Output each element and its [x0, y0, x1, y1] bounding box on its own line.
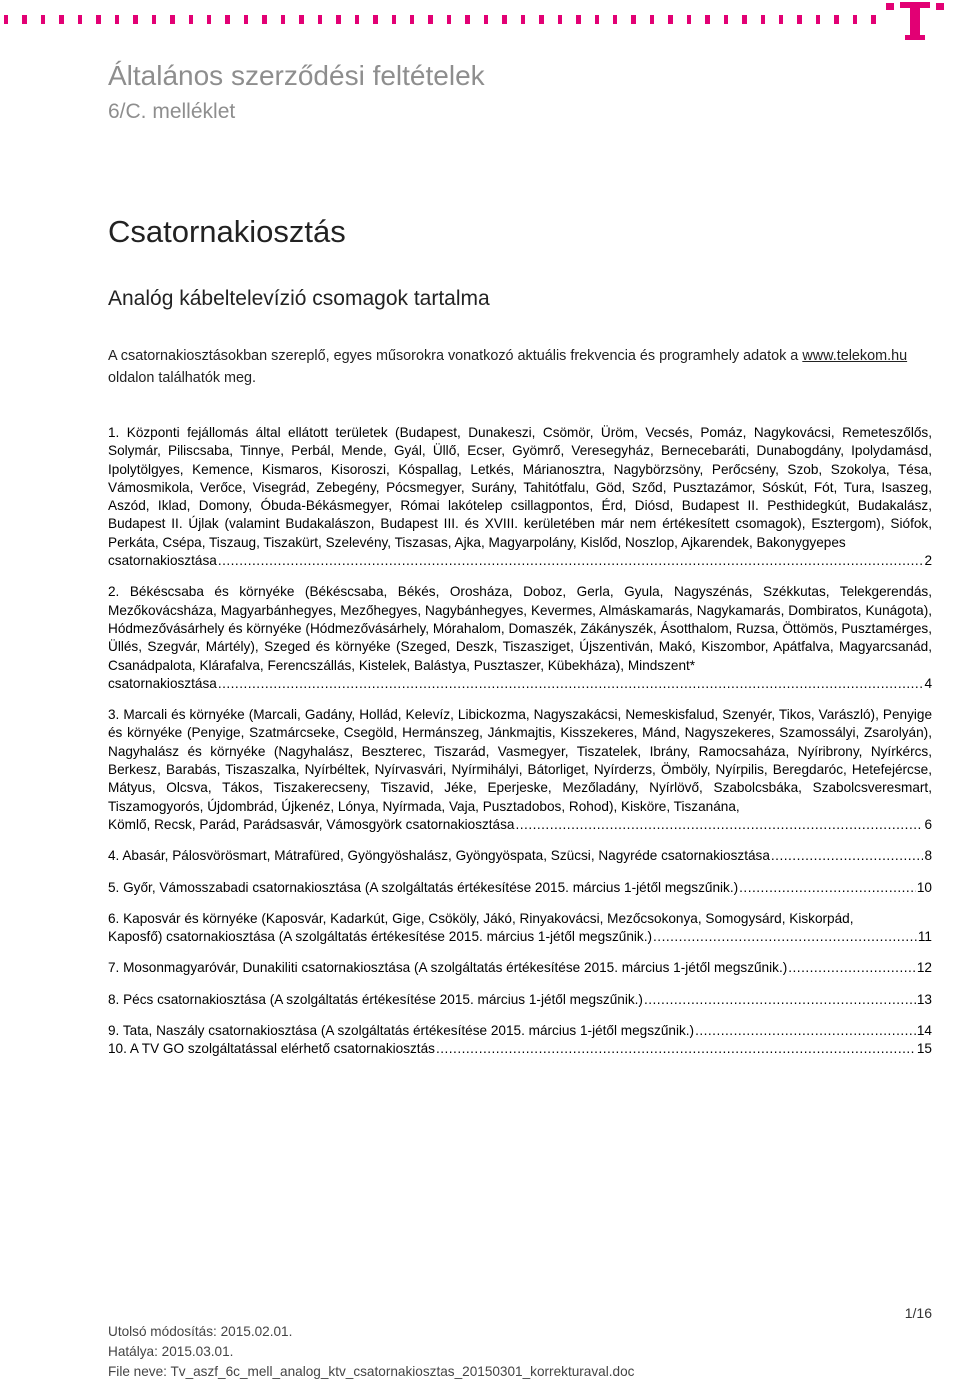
brand-dot: [871, 15, 875, 24]
brand-dot: [189, 15, 193, 24]
toc-entry[interactable]: [108, 1040, 932, 1058]
brand-dot: [152, 15, 156, 24]
brand-dot: [539, 15, 543, 24]
toc-leader-dots: [653, 928, 917, 946]
document-title: Általános szerződési feltételek: [108, 60, 485, 91]
toc-page-number: 11: [917, 929, 932, 945]
toc-entry-line: [108, 879, 932, 897]
toc-leader-dots: [644, 991, 916, 1009]
toc-entry-title: 5. Győr, Vámosszabadi csatornakiosztása (A szolgáltatás értékesítése 2015. március 1-jétől megszűnik.): [108, 879, 739, 895]
toc-leader-dots: [218, 675, 924, 693]
brand-dot: [4, 15, 8, 24]
brand-dot: [244, 15, 248, 24]
toc-page-number: 8: [924, 848, 932, 864]
toc-entry-line: [108, 1040, 932, 1058]
toc-entry[interactable]: [108, 706, 932, 834]
toc-entry-text: 2. Békéscsaba és környéke (Békéscsaba, Békés, Orosháza, Doboz, Gerla, Gyula, Nagyszénás, Székkutas, Telekgerendás, Mezőkovácsháza, Magyarbánhegyes, Mezőhegyes, Nagybánhegyes, Kevermes, Almáskamarás, Nagykamarás, Dombiratos, Kunágota), Hódmezővásárhely és környéke (Hódmezővásárhely, Mórahalom, Domaszék, Zákányszék, Ásotthalom, Ruzsa, Öttömös, Pusztamérges, Üllés, Szegvár, Mártély), Szeged és környéke (Szeged, Deszk, Tiszasziget, Újszentiván, Makó, Kiszombor, Apátfalva, Magyarcsanád, Csanádpalota, Klárafalva, Ferencszállás, Kistelek, Balástya, Pusztaszer, Kübekháza), Mindszent*: [108, 584, 932, 673]
section-subtitle: Analóg kábeltelevízió csomagok tartalma: [108, 287, 490, 310]
toc-entry[interactable]: [108, 991, 932, 1009]
brand-dot: [447, 15, 451, 24]
toc-entry-text: 6. Kaposvár és környéke (Kaposvár, Kadarkút, Gige, Csököly, Jákó, Rinyakovácsi, Mezőcsokonya, Somogysárd, Kiskorpád,: [108, 910, 854, 926]
toc-entry-line: [108, 847, 932, 865]
toc-page-number: 12: [916, 960, 932, 976]
toc-entry-line: [108, 928, 932, 946]
brand-dot: [761, 15, 765, 24]
toc-entry-text: 3. Marcali és környéke (Marcali, Gadány, Hollád, Kelevíz, Libickozma, Nagyszakácsi, Nemeskisfalud, Szenyér, Tikos, Varászló), Penyige és környéke (Penyige, Szatmárcseke, Csegöld, Hermánszeg, Jánkmajtis, Kisszekeres, Mánd, Nagyszekeres, Szamossályi, Zsarolyán), Nagyhalász és környéke (Nagyhalász, Beszterec, Tiszarád, Vasmegyer, Tiszatelek, Ibrány, Ramocsaháza, Nyíribrony, Nyírkércs, Berkesz, Barabás, Tiszaszalka, Nyírbéltek, Nyírvasvári, Nyírmihályi, Bátorliget, Nyírderzs, Ömböly, Nyírpilis, Beregdaróc, Hetefejércse, Mátyus, Olcsva, Tákos, Tiszakerecseny, Tiszavid, Jéke, Eperjeske, Mezőladány, Nyírlövő, Szabolcsbáka, Szabolcsveresmart, Tiszamogyorós, Újdombrád, Újkenéz, Lónya, Nyírmada, Vaja, Pusztadobos, Rohod), Kisköre, Tiszanána,: [108, 707, 932, 814]
brand-dot: [318, 15, 322, 24]
toc-entry-title: csatornakiosztása: [108, 553, 217, 569]
toc-leader-dots: [788, 959, 916, 977]
toc-page-number: 14: [916, 1023, 932, 1039]
toc-entry-text: 1. Központi fejállomás által ellátott területek (Budapest, Dunakeszi, Csömör, Üröm, Vecsés, Pomáz, Nagykovácsi, Remeteszőlős, Solymár, Piliscsaba, Tinnye, Perbál, Mende, Gyál, Üllő, Ecser, Gyömrő, Veresegyház, Bernecebaráti, Dunabogdány, Ipolydamásd, Ipolytölgyes, Kemence, Kismaros, Kisoroszi, Kóspallag, Letkés, Márianosztra, Nagybörzsöny, Perőcsény, Szob, Szokolya, Tésa, Vámosmikola, Verőce, Visegrád, Zebegény, Pócsmegyer, Surány, Tahitótfalu, Göd, Sződ, Pusztazámor, Sóskút, Fót, Tura, Isaszeg, Aszód, Iklad, Domony, Óbuda-Békásmegyer, Római lakótelep csillagpontos, Érd, Diósd, Budapest II. Pesthidegkút, Budakalász, Budapest II. Újlak (valamint Budakalászon, Budapest III. és XVIII. kerületében már nem értékesített csomagok), Esztergom), Siófok, Perkáta, Csépa, Tiszaug, Tiszakürt, Szelevény, Tiszasas, Ajka, Magyarpolány, Kislőd, Noszlop, Ajkarendek, Bakonygyepes: [108, 425, 932, 550]
toc-leader-dots: [515, 816, 923, 834]
section-title: Csatornakiosztás: [108, 214, 346, 249]
toc-entry-line: [108, 1022, 932, 1040]
brand-dot: [410, 15, 414, 24]
brand-dot: [262, 15, 266, 24]
toc-entry[interactable]: [108, 959, 932, 977]
brand-dot: [133, 15, 137, 24]
toc-page-number: 13: [916, 991, 932, 1007]
brand-dot: [299, 15, 303, 24]
toc-entry-title: 8. Pécs csatornakiosztása (A szolgáltatás értékesítése 2015. március 1-jétől megszűnik.): [108, 991, 643, 1007]
brand-dot: [613, 15, 617, 24]
toc-entry[interactable]: [108, 1022, 932, 1040]
brand-dot-bar: [0, 8, 884, 30]
document-subtitle: 6/C. melléklet: [108, 100, 236, 123]
brand-dot: [59, 15, 63, 24]
last-modified: Utolsó módosítás: 2015.02.01.: [108, 1324, 293, 1339]
brand-dot: [724, 15, 728, 24]
brand-dot: [705, 15, 709, 24]
toc-leader-dots: [436, 1040, 916, 1058]
brand-dot: [281, 15, 285, 24]
toc-leader-dots: [739, 879, 916, 897]
brand-dot: [465, 15, 469, 24]
brand-dot: [96, 15, 100, 24]
brand-dot: [484, 15, 488, 24]
brand-dot: [78, 15, 82, 24]
toc-page-number: 6: [924, 816, 932, 832]
table-of-contents: [108, 424, 932, 1072]
toc-page-number: 4: [924, 675, 932, 691]
toc-entry-title: 4. Abasár, Pálosvörösmart, Mátrafüred, Gyöngyöshalász, Gyöngyöspata, Szücsi, Nagyréde csatornakiosztása: [108, 848, 770, 864]
toc-leader-dots: [771, 847, 924, 865]
brand-dot: [834, 15, 838, 24]
effective-date: Hatálya: 2015.03.01.: [108, 1344, 234, 1359]
brand-dot: [392, 15, 396, 24]
telekom-link[interactable]: www.telekom.hu: [802, 348, 908, 364]
toc-entry-title: 7. Mosonmagyaróvár, Dunakiliti csatornakiosztása (A szolgáltatás értékesítése 2015. március 1-jétől megszűnik.): [108, 960, 788, 976]
brand-dot: [115, 15, 119, 24]
toc-entry-title: csatornakiosztása: [108, 675, 217, 691]
brand-dot: [521, 15, 525, 24]
file-name: File neve: Tv_aszf_6c_mell_analog_ktv_csatornakiosztas_20150301_korrekturaval.doc: [108, 1364, 635, 1379]
brand-dot: [373, 15, 377, 24]
brand-dot: [22, 15, 26, 24]
toc-entry[interactable]: [108, 910, 932, 947]
toc-page-number: 2: [924, 553, 932, 569]
intro-text-after: oldalon találhatók meg.: [108, 370, 257, 386]
toc-entry-title: Kömlő, Recsk, Parád, Parádsasvár, Vámosgyörk csatornakiosztása: [108, 816, 515, 832]
document-footer: [108, 1322, 634, 1382]
toc-entry-line: [108, 991, 932, 1009]
toc-entry[interactable]: [108, 424, 932, 570]
brand-dot: [558, 15, 562, 24]
brand-dot: [170, 15, 174, 24]
brand-dot: [502, 15, 506, 24]
intro-text-before: A csatornakiosztásokban szereplő, egyes műsorokra vonatkozó aktuális frekvencia és programhely adatok a: [108, 348, 803, 364]
toc-entry-title: 10. A TV GO szolgáltatással elérhető csatornakiosztás: [108, 1041, 435, 1057]
toc-entry[interactable]: [108, 879, 932, 897]
intro-paragraph: [108, 345, 908, 389]
toc-page-number: 10: [916, 879, 932, 895]
toc-leader-dots: [695, 1022, 916, 1040]
brand-dot: [742, 15, 746, 24]
brand-dot: [668, 15, 672, 24]
toc-entry-line: [108, 552, 932, 570]
brand-dot: [687, 15, 691, 24]
brand-dot: [428, 15, 432, 24]
toc-entry[interactable]: [108, 847, 932, 865]
toc-page-number: 15: [916, 1041, 932, 1057]
brand-dot: [41, 15, 45, 24]
toc-entry-line: [108, 816, 932, 834]
toc-entry[interactable]: [108, 583, 932, 693]
brand-dot: [650, 15, 654, 24]
brand-dot: [355, 15, 359, 24]
toc-leader-dots: [218, 552, 924, 570]
brand-dot: [225, 15, 229, 24]
brand-dot: [576, 15, 580, 24]
brand-dot: [595, 15, 599, 24]
telekom-t-logo-icon: [886, 2, 944, 42]
brand-dot: [853, 15, 857, 24]
brand-dot: [797, 15, 801, 24]
toc-entry-line: [108, 959, 932, 977]
toc-entry-title: Kaposfő) csatornakiosztása (A szolgáltatás értékesítése 2015. március 1-jétől megszűnik.): [108, 929, 653, 945]
brand-dot: [816, 15, 820, 24]
toc-entry-line: [108, 675, 932, 693]
brand-dot: [336, 15, 340, 24]
brand-dot: [207, 15, 211, 24]
brand-dot: [631, 15, 635, 24]
brand-dot: [779, 15, 783, 24]
toc-entry-title: 9. Tata, Naszály csatornakiosztása (A szolgáltatás értékesítése 2015. március 1-jétől megszűnik.): [108, 1023, 695, 1039]
page-number: 1/16: [904, 1305, 932, 1321]
